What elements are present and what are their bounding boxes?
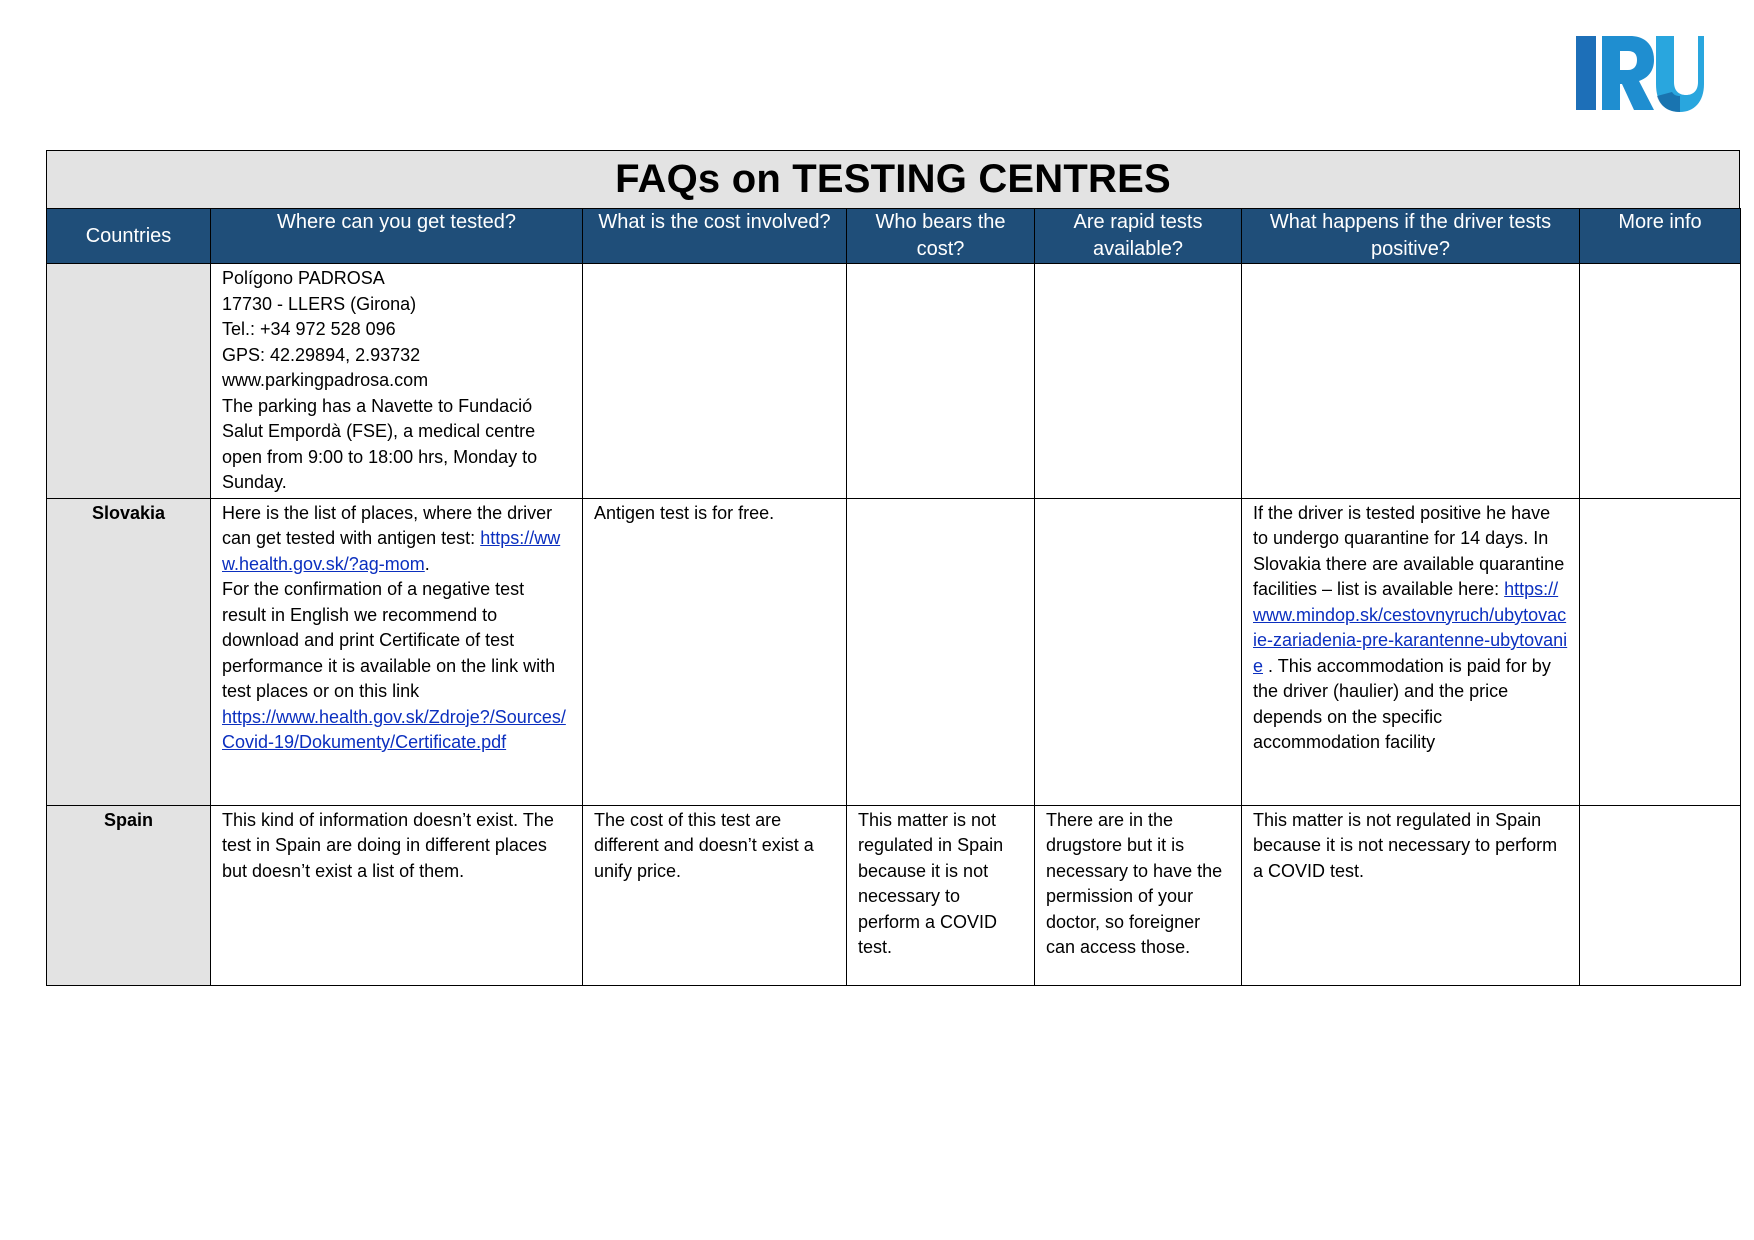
- country-cell: Spain: [47, 805, 211, 985]
- where-cell: This kind of information doesn’t exist. The test in Spain are doing in different places but doesn’t exist a list of them.: [211, 805, 583, 985]
- address-line: 17730 - LLERS (Girona): [222, 293, 417, 314]
- rapid-cell: [1035, 264, 1242, 499]
- faq-sheet: [46, 150, 1740, 986]
- positive-cell: [1242, 264, 1580, 499]
- iru-logo-mark: [1576, 34, 1704, 114]
- positive-intro: If the driver is tested positive he have to undergo quarantine for 14 days. In Slovakia there are available quarantine facilities – list is available here:: [1253, 502, 1565, 599]
- bears-cell: [847, 498, 1035, 805]
- header-rapid: Are rapid tests available?: [1035, 209, 1242, 264]
- header-row: [47, 209, 1741, 264]
- where-intro: Here is the list of places, where the driver can get tested with antigen test:: [222, 502, 553, 548]
- country-cell: Slovakia: [47, 498, 211, 805]
- header-bears: Who bears the cost?: [847, 209, 1035, 264]
- rapid-cell: [1035, 498, 1242, 805]
- address-line: Polígono PADROSA: [222, 268, 385, 288]
- where-middle: For the confirmation of a negative test result in English we recommend to download and print Certificate of test performance it is available on the link with test places or on this link: [222, 579, 556, 701]
- more-info-cell: [1580, 264, 1741, 499]
- header-more-info: More info: [1580, 209, 1741, 264]
- bears-cell: [847, 264, 1035, 499]
- table-row: [47, 805, 1741, 985]
- health-gov-link[interactable]: https://www.health.gov.sk/?ag-mom: [222, 528, 561, 574]
- positive-cell: This matter is not regulated in Spain because it is not necessary to perform a COVID test.: [1242, 805, 1580, 985]
- more-info-cell: [1580, 805, 1741, 985]
- header-positive: What happens if the driver tests positive?: [1242, 209, 1580, 264]
- bears-cell: This matter is not regulated in Spain because it is not necessary to perform a COVID test.: [847, 805, 1035, 985]
- phone-line: Tel.: +34 972 528 096: [222, 319, 396, 339]
- cost-cell: [583, 264, 847, 499]
- positive-cell: [1242, 498, 1580, 805]
- rapid-cell: There are in the drugstore but it is necessary to have the permission of your doctor, so foreigner can access those.: [1035, 805, 1242, 985]
- cost-cell: The cost of this test are different and doesn’t exist a unify price.: [583, 805, 847, 985]
- quarantine-facilities-link[interactable]: https://www.mindop.sk/cestovnyruch/ubytovacie-zariadenia-pre-karantenne-ubytovanie: [1253, 579, 1568, 676]
- faq-table: [46, 208, 1741, 986]
- website-line: www.parkingpadrosa.com: [222, 370, 429, 390]
- certificate-link[interactable]: https://www.health.gov.sk/Zdroje?/Sources/Covid-19/Dokumenty/Certificate.pdf: [222, 706, 566, 752]
- where-cell: [211, 264, 583, 499]
- cost-cell: Antigen test is for free.: [583, 498, 847, 805]
- header-where: Where can you get tested?: [211, 209, 583, 264]
- table-row: [47, 498, 1741, 805]
- more-info-cell: [1580, 498, 1741, 805]
- header-countries: Countries: [47, 209, 211, 264]
- iru-logo: [1576, 34, 1704, 114]
- positive-outro: . This accommodation is paid for by the driver (haulier) and the price depends on the specific accommodation facility: [1253, 655, 1551, 752]
- gps-line: GPS: 42.29894, 2.93732: [222, 344, 421, 365]
- header-cost: What is the cost involved?: [583, 209, 847, 264]
- link-suffix: .: [424, 553, 430, 574]
- description-line: The parking has a Navette to Fundació Salut Empordà (FSE), a medical centre open from 9:00 to 18:00 hrs, Monday to Sunday.: [222, 395, 538, 492]
- table-row: [47, 264, 1741, 499]
- country-cell: [47, 264, 211, 499]
- where-cell: [211, 498, 583, 805]
- page-title: FAQs on TESTING CENTRES: [46, 150, 1740, 208]
